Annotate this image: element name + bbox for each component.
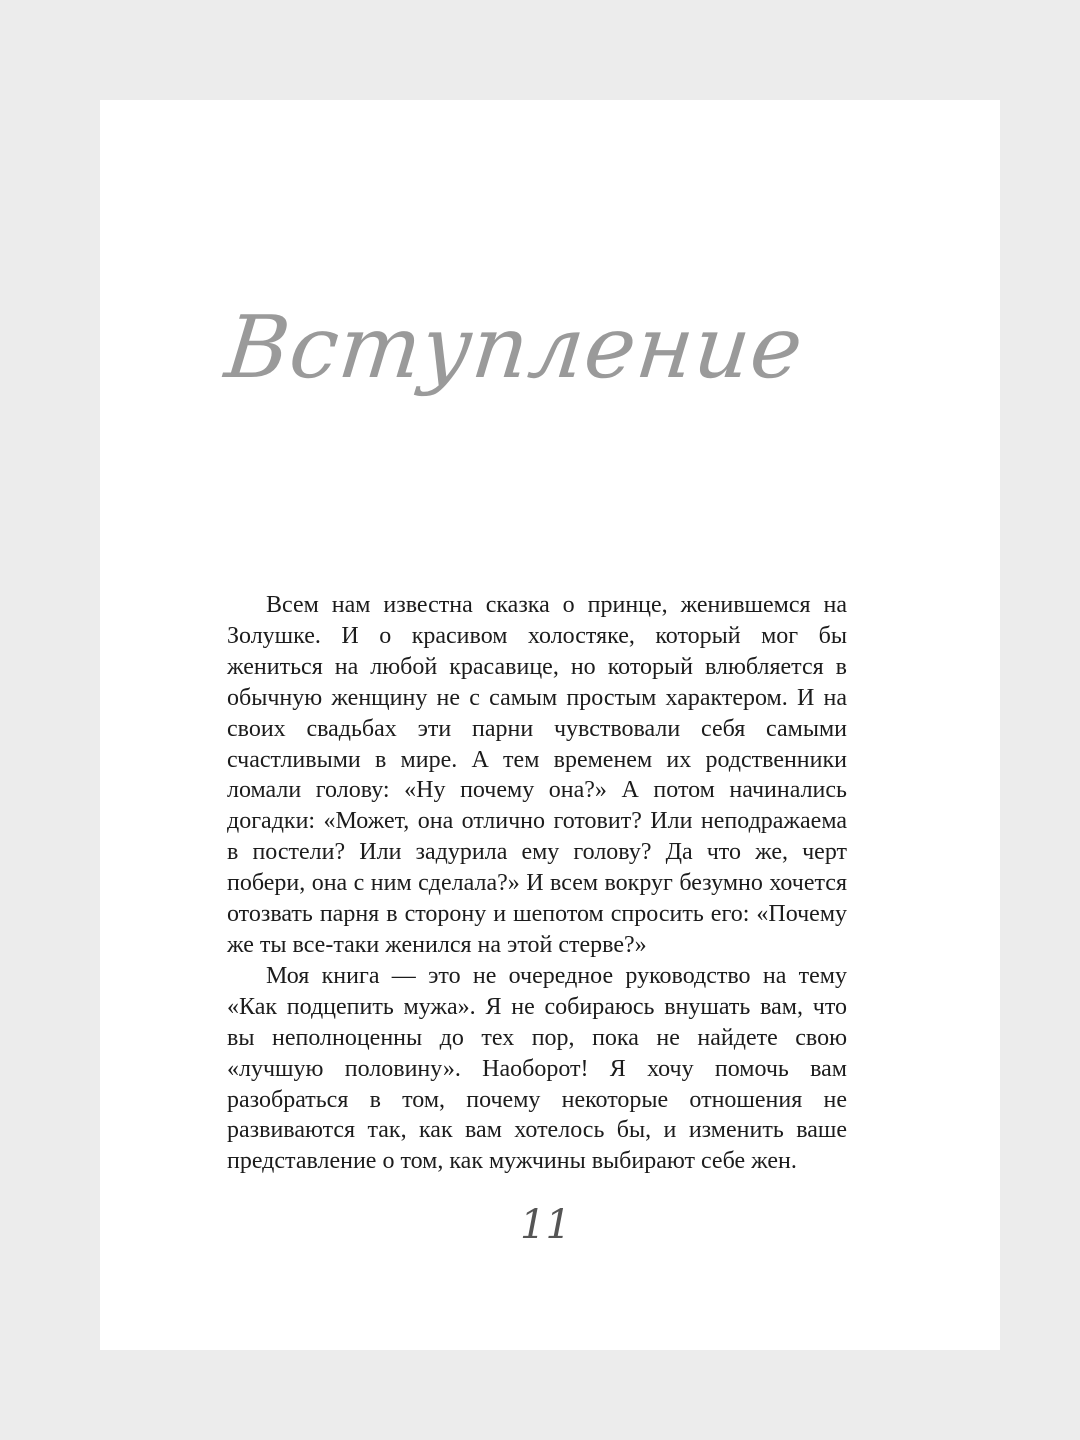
page-number: 11: [520, 1202, 571, 1248]
chapter-body: [227, 590, 847, 1177]
chapter-title: Вступление: [220, 298, 809, 398]
paragraph: Моя книга — это не очередное руководство на тему «Как подцепить мужа». Я не собираюсь внушать вам, что вы неполноценны до тех пор, пока не найдете свою «лучшую половину». Наоборот! Я хочу помочь вам разобраться в том, почему некоторые отношения не развиваются так, как вам хотелось бы, и изменить ваше представление о том, как мужчины выбирают себе жен.: [227, 962, 847, 1175]
paragraph: Всем нам известна сказка о принце, женившемся на Золушке. И о красивом холостяке, который мог бы жениться на любой красавице, но который влюбляется в обычную женщину не с самым простым характером. И на своих свадьбах эти парни чувствовали себя самыми счастливыми в мире. А тем временем их родственники ломали голову: «Ну почему она?» А потом начинались догадки: «Может, она отлично готовит? Или неподражаема в постели? Или задурила ему голову? Да что же, черт побери, она с ним сделала?» И всем вокруг безумно хочется отозвать парня в сторону и шепотом спросить его: «Почему же ты все-таки женился на этой стерве?»: [227, 592, 847, 958]
book-page: [100, 100, 1000, 1350]
